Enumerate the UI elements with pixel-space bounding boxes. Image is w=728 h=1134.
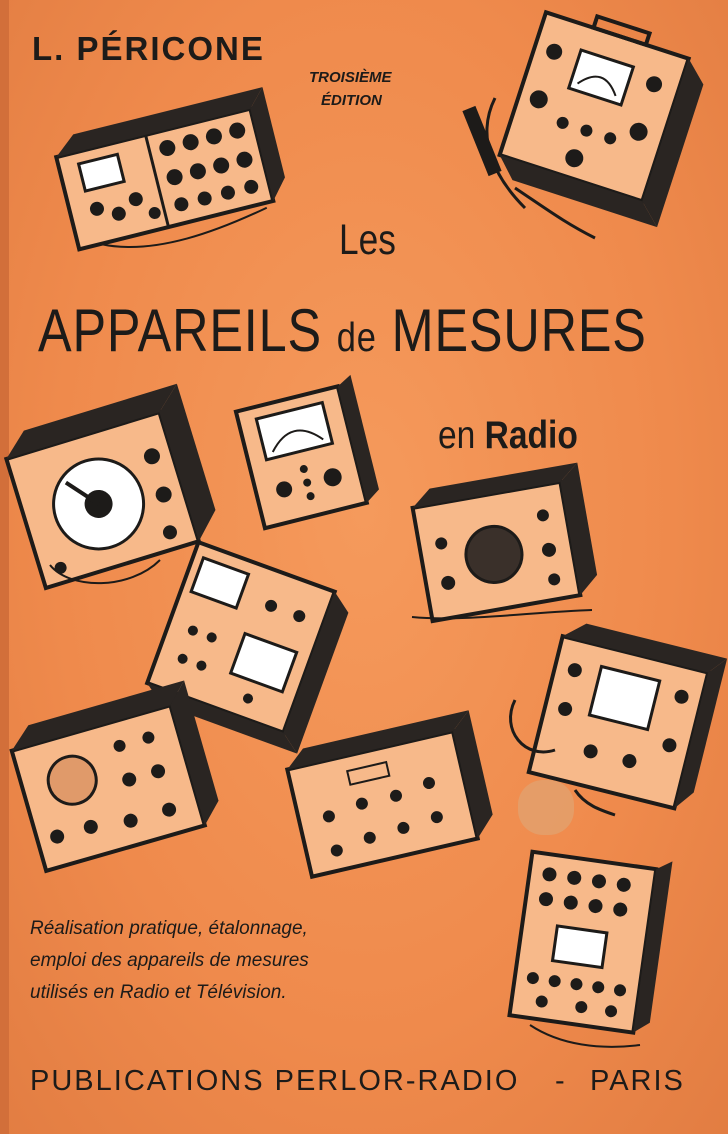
edition-line-1: TROISIÈME [309, 69, 392, 86]
signal-tracer-icon [455, 8, 705, 248]
description-line-1: Réalisation pratique, étalonnage, [30, 918, 308, 939]
cover-spine-edge [0, 0, 9, 1134]
publisher-separator: - [555, 1065, 565, 1097]
title-word-en: en [438, 414, 476, 457]
water-stain [518, 780, 574, 835]
tube-tester-icon [55, 92, 270, 252]
voltmeter-icon [236, 378, 376, 528]
title-word-de: de [336, 314, 377, 360]
description-block [30, 913, 309, 1009]
publisher-name: PUBLICATIONS PERLOR-RADIO [30, 1065, 520, 1097]
description-line-2: emploi des appareils de mesures [30, 950, 309, 971]
description-line-3: utilisés en Radio et Télévision. [30, 982, 287, 1003]
title-word-mesures: MESURES [391, 297, 647, 364]
title-word-radio: Radio [484, 414, 578, 457]
title-word-appareils: APPAREILS [38, 297, 322, 364]
title-subtitle [438, 414, 578, 458]
author-name: L. PÉRICONE [32, 30, 265, 67]
tube-tester-small-icon [500, 845, 675, 1055]
wobbulator-icon [10, 690, 215, 880]
multimeter-icon [285, 712, 495, 877]
book-title [38, 296, 647, 365]
edition-line-2: ÉDITION [321, 92, 382, 109]
edition-label [309, 66, 392, 112]
audio-oscillator-icon [412, 462, 602, 627]
publisher-city: PARIS [590, 1065, 685, 1097]
title-les: Les [339, 216, 396, 264]
